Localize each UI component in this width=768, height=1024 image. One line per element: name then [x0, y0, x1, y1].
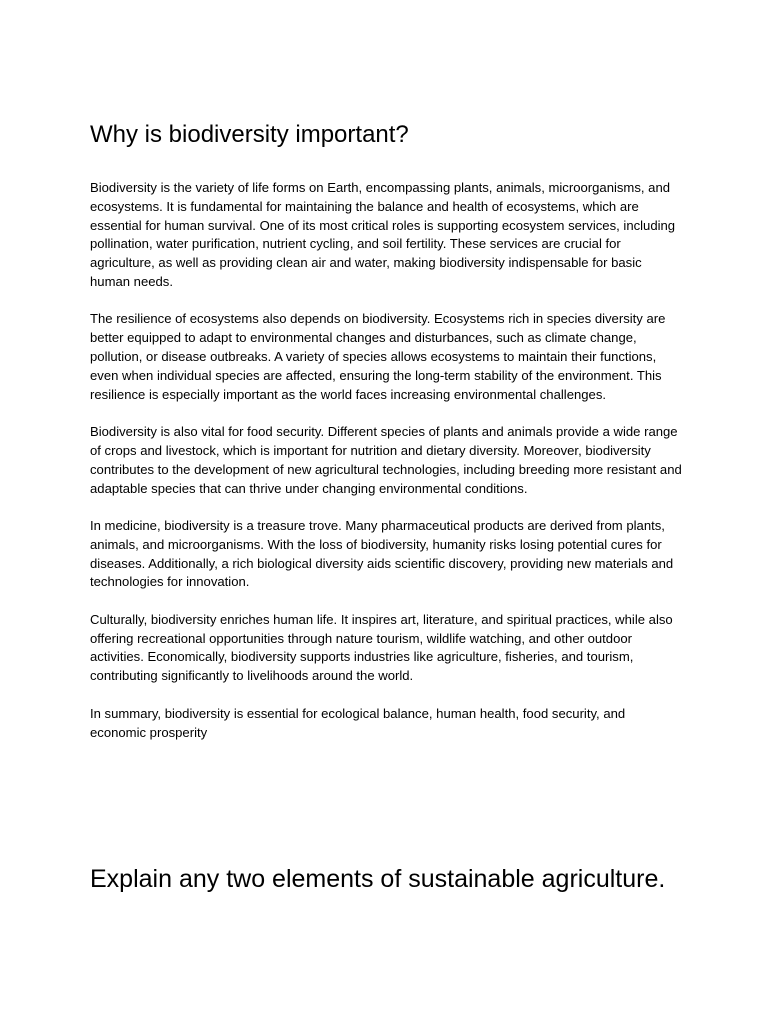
paragraph-medicine: In medicine, biodiversity is a treasure trove. Many pharmaceutical products are derived from plants, animals, and microorganisms. With the loss of biodiversity, humanity risks losing potential cures for diseases. Additionally, a rich biological diversity aids scientific discovery, providing new materials and technologies for innovation. [90, 518, 674, 590]
answer-body [90, 179, 682, 761]
paragraph-definition: Biodiversity is the variety of life forms on Earth, encompassing plants, animals, microorganisms, and ecosystems. It is fundamental for maintaining the balance and health of ecosystems, which are essential for human survival. One of its most critical roles is supporting ecosystem services, including pollination, water purification, nutrient cycling, and soil fertility. These services are crucial for agriculture, as well as providing clean air and water, making biodiversity indispensable for basic human needs. [90, 180, 676, 289]
paragraph-food-security: Biodiversity is also vital for food security. Different species of plants and animals provide a wide range of crops and livestock, which is important for nutrition and dietary diversity. Moreover, biodiversity contributes to the development of new agricultural technologies, including breeding more resistant and adaptable species that can thrive under changing environmental conditions. [90, 424, 682, 496]
question-heading-biodiversity: Why is biodiversity important? [90, 121, 409, 148]
paragraph-culture-economy: Culturally, biodiversity enriches human life. It inspires art, literature, and spiritual practices, while also offering recreational opportunities through nature tourism, wildlife watching, and other outdoor activities. Economically, biodiversity supports industries like agriculture, fisheries, and tourism, contributing significantly to livelihoods around the world. [90, 611, 673, 684]
paragraph-resilience: The resilience of ecosystems also depends on biodiversity. Ecosystems rich in species diversity are better equipped to adapt to environmental changes and disturbances, such as climate change, pollution, or disease outbreaks. A variety of species allows ecosystems to maintain their functions, even when individual species are affected, ensuring the long-term stability of the environment. This resilience is especially important as the world faces increasing environmental challenges. [90, 311, 666, 402]
question-heading-sustainable-agriculture: Explain any two elements of sustainable agriculture. [90, 865, 666, 893]
paragraph-summary: In summary, biodiversity is essential for ecological balance, human health, food security, and economic prosperity [90, 705, 626, 740]
